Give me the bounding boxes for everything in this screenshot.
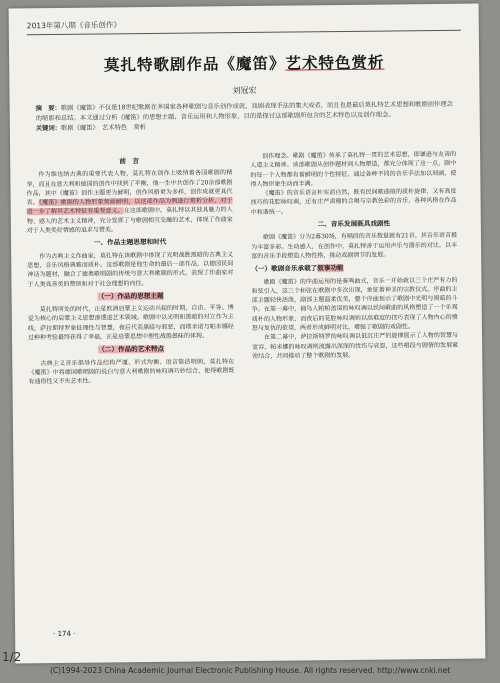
subsection-2-title: [28, 344, 234, 355]
keywords-label: 关键词：: [35, 124, 62, 133]
intro-highlight: 《魔笛》歌剧的人物形象刻画鲜明，以这部作品为例进行赏析分析，对于进一步了解其艺术特征有重要意义。: [26, 197, 233, 216]
right-subsection-1-paragraph: 歌剧《魔笛》的序曲运用的是奏鸣曲式，音乐一开始就以三个庄严有力的和弦引入，这三个和弦在歌剧中多次出现，象征着神圣的宗教仪式。序曲的主部主题轻快活泼，副部主题温柔优美，整个序曲预示了歌剧中光明与黑暗的斗争。在第一幕中，捕鸟人帕帕盖诺的咏叹调以民间歌曲的风格塑造了一个乐观质朴的人物形象，而夜后的花腔咏叹调则以高难度的技巧表现了人物内心的愤怒与复仇的欲望，两者形成鲜明对比，增强了歌剧的戏剧性。: [251, 276, 458, 332]
paper-page: [9, 4, 486, 664]
left-column: [26, 152, 234, 387]
intro-text-rest: 在这部歌剧中，莫扎特以其独具魅力的人物、感人的艺术主义精神，充分发挥了与歌剧相互交融的艺术，体现了作曲家对于人类美好情感的追求与赞美。: [26, 206, 233, 235]
abstract-label: 摘 要：: [35, 104, 61, 113]
subsection-1-paragraph: 莫扎特所处的时代，正是欧洲启蒙主义运动兴起的时期，自由、平等、博爱为核心的启蒙主义思想渗透进艺术领域。歌剧中以光明和黑暗的对立作为主线，萨拉斯特罗象征理性与智慧，夜后代表黑暗与邪恶，而塔米诺与帕米娜经过种种考验最终获得了幸福，正是启蒙思想中理性战胜愚昧的体现。: [27, 304, 234, 342]
right-subsection-1-paragraph-2: 在第二幕中，萨拉斯特罗的咏叹调以低沉庄严的旋律展示了人物的智慧与宽容，帕米娜的咏叹调则流露出深深的忧伤与哀怨，这些唱段与剧情的发展紧密结合，共同推动了整个歌剧的发展。: [252, 332, 459, 360]
section-2-paragraph: 歌剧《魔笛》分为2幕30场，有唱段的音乐数量就有21首，其音乐语言极为丰富多彩。生动感人，在创作中，莫扎特善于运用声乐与器乐的对比，以丰富的音乐手段塑造人物性格，推动戏剧情节的发展。: [251, 232, 458, 260]
right-column: [250, 150, 458, 361]
title-part-2-underlined: 艺术特色赏析: [285, 52, 385, 73]
page-number: · 174 ·: [53, 629, 76, 639]
article-title: [9, 50, 479, 77]
subsection-1-title: [28, 291, 234, 302]
page-indicator: 1/2: [2, 650, 22, 664]
abstract: [36, 100, 454, 134]
right-subsection-1-title: [251, 263, 457, 274]
right-subsection-1-label: （一）歌剧音乐承载了: [251, 264, 318, 274]
title-part-1: 莫扎特歌剧作品《魔笛》: [103, 53, 286, 75]
copyright-footer: (C)1994-2023 China Academic Journal Electronic Publishing House. All rights reserved. http://www.cnki.net: [50, 666, 451, 675]
subsection-2-paragraph: 古典主义音乐倡导作品结构严谨、形式均衡、语言简洁明朗，莫扎特在《魔笛》中将德国歌唱剧的说白与意大利歌剧的咏叹调巧妙结合，使得歌剧既有通俗性又不失艺术性。: [28, 357, 235, 386]
section-2-title: 二、音乐发展既具戏剧性: [317, 219, 391, 229]
keywords: 歌剧《魔笛》 艺术特色 赏析: [60, 124, 147, 132]
intro-title: 前 言: [119, 157, 140, 166]
intro-text: 作为维也纳古典的重要代表人物，莫扎特在创作上吸纳着各国歌剧的精华，而且在意大利和德国的创作中找到了平衡，他一生中共创作了20余部歌剧作品，其中《魔笛》创作主题更为鲜明，创作风格更为多样，创作成就更具代表。: [26, 169, 233, 207]
right-paragraph-2: 《魔笛》的音乐语言朴实而自然，既有民间歌曲般的质朴旋律，又有高度技巧的花腔咏叹调，还有庄严肃穆的合唱与宗教色彩的音乐，各种风格在作品中和谐统一。: [250, 187, 457, 216]
author: 刘冠宏: [232, 85, 257, 96]
section-1-title: 一、作品主题思想和时代: [93, 238, 167, 247]
right-subsection-1-highlight: 叙事功能: [317, 264, 344, 273]
journal-header: 2013年第八期《音乐创作》: [27, 16, 461, 36]
subsection-1-highlight: （一）作品的思想主题: [97, 291, 164, 301]
abstract-text: 歌剧《魔笛》不仅是18世纪歌剧在多国家各种歌剧与音乐创作成就、戏剧表现手法的集大成者，而且也是最后莫扎特艺术思想和歌剧创作理念的缩影和总结。本文通过分析《魔笛》的思想主题、音乐运用和人物形象，目的是探讨这部歌剧所包含的艺术特色以及创作理念。: [35, 100, 453, 123]
right-paragraph-1: 创作理念。歌剧《魔笛》传承了莫扎特一贯的艺术思想，即谦逊与友善的人道主义精神。该部歌剧从创作题材到人物塑造，都充分体现了这一点，剧中的每一个人物都有着鲜明的个性特征，通过各种不同的音乐手法加以刻画，使得人物形象生动而丰满。: [250, 150, 457, 188]
subsection-2-highlight: （二）作品的艺术特点: [98, 345, 165, 354]
intro-paragraph: [26, 168, 233, 235]
section-1-paragraph: 作为古典主义作曲家，莫扎特在该歌剧中体现了光明战胜黑暗的古典主义思想，音乐风格典雅而质朴。这部歌剧是他生命的最后一部作品，以德国民间神话为题材，融合了德奥歌唱剧的传统与意大利歌剧的形式，表现了作曲家对于人类真善美的赞颂和对于社会理想的向往。: [27, 250, 234, 288]
